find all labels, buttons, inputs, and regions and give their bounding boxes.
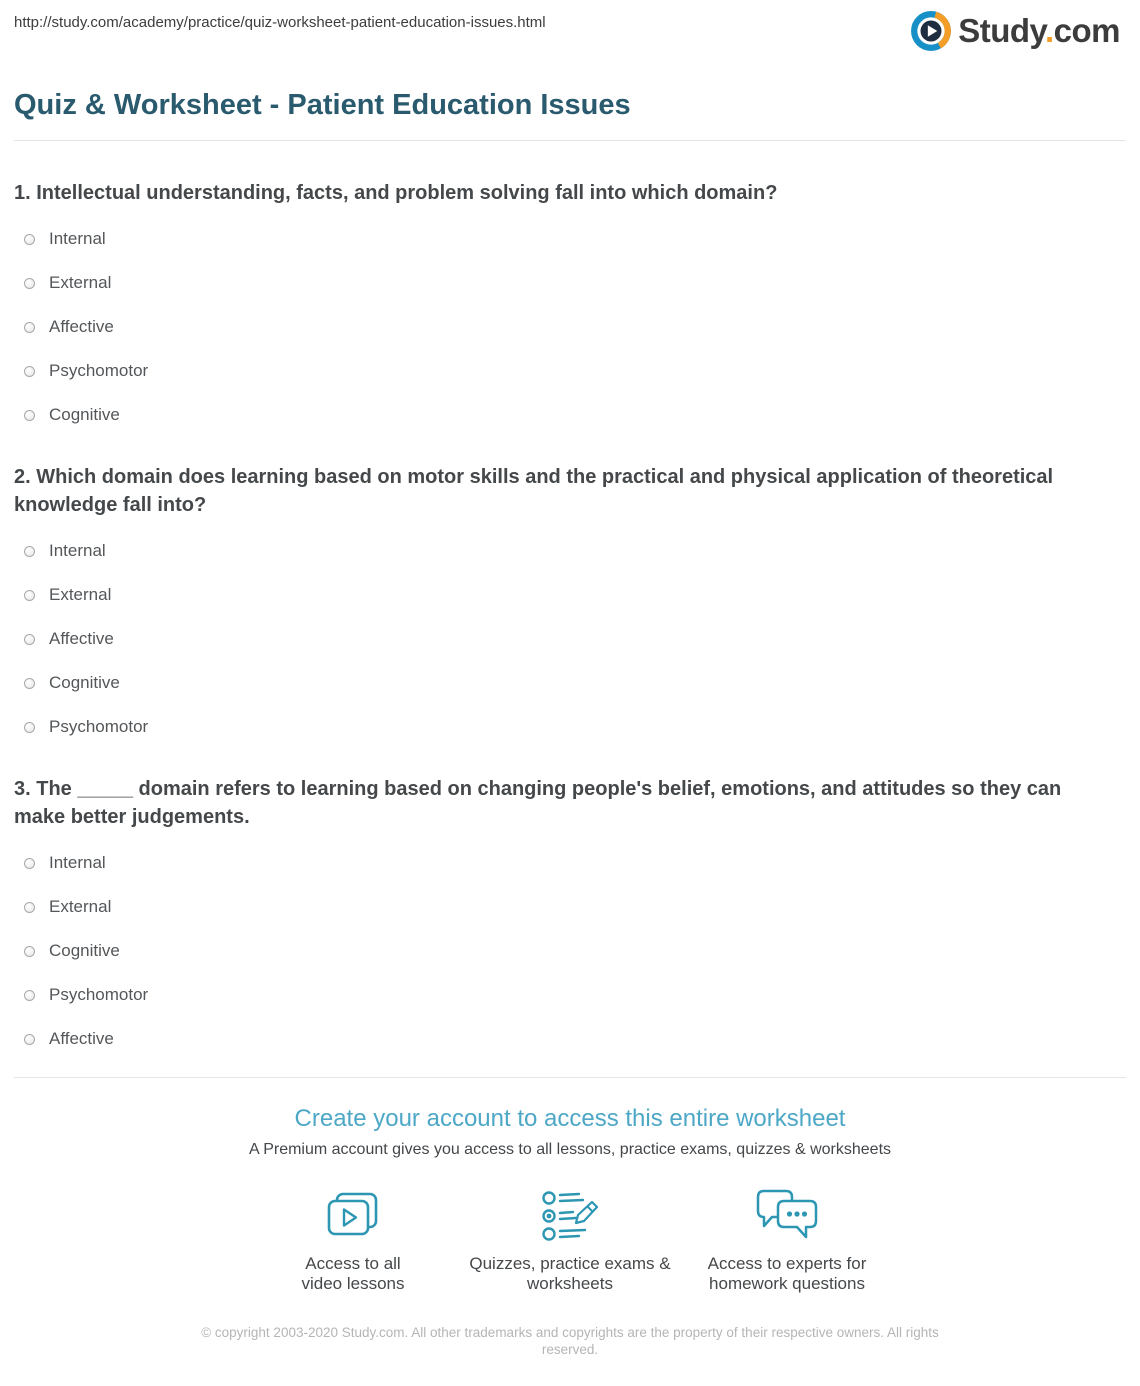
signup-divider xyxy=(14,1077,1126,1078)
feature-quizzes-worksheets xyxy=(462,1188,679,1294)
question-1 xyxy=(14,179,1126,425)
option-row[interactable] xyxy=(14,853,1126,873)
studycom-logo-icon xyxy=(910,10,952,52)
option-row[interactable] xyxy=(14,941,1126,961)
option-row[interactable] xyxy=(14,673,1126,693)
option-label[interactable]: External xyxy=(49,897,112,916)
option-row[interactable] xyxy=(14,361,1126,381)
feature-label: Quizzes, practice exams & worksheets xyxy=(469,1254,671,1293)
radio-button[interactable] xyxy=(24,902,35,913)
radio-button[interactable] xyxy=(24,410,35,421)
question-2-options xyxy=(14,541,1126,737)
option-label[interactable]: Psychomotor xyxy=(49,985,149,1004)
option-label[interactable]: Internal xyxy=(49,541,106,560)
question-3-options xyxy=(14,853,1126,1049)
radio-button[interactable] xyxy=(24,234,35,245)
option-label[interactable]: Internal xyxy=(49,853,106,872)
option-row[interactable] xyxy=(14,405,1126,425)
radio-button[interactable] xyxy=(24,366,35,377)
radio-button[interactable] xyxy=(24,278,35,289)
header xyxy=(14,0,1126,52)
feature-video-lessons xyxy=(245,1188,462,1294)
option-label[interactable]: Internal xyxy=(49,229,106,248)
studycom-logo[interactable] xyxy=(910,10,1126,52)
radio-button[interactable] xyxy=(24,990,35,1001)
radio-button[interactable] xyxy=(24,322,35,333)
radio-button[interactable] xyxy=(24,546,35,557)
option-row[interactable] xyxy=(14,629,1126,649)
radio-button[interactable] xyxy=(24,858,35,869)
copyright-notice: © copyright 2003-2020 Study.com. All other trademarks and copyrights are the property of their respective owners. All rights reserved. xyxy=(201,1325,939,1357)
radio-button[interactable] xyxy=(24,634,35,645)
option-label[interactable]: External xyxy=(49,273,112,292)
option-row[interactable] xyxy=(14,273,1126,293)
premium-subheading: A Premium account gives you access to all lessons, practice exams, quizzes & worksheets xyxy=(248,1141,892,1158)
page-url: http://study.com/academy/practice/quiz-worksheet-patient-education-issues.html xyxy=(14,14,546,31)
experts-chat-icon xyxy=(756,1188,818,1244)
title-divider xyxy=(14,140,1126,141)
feature-label: Access to experts for homework questions xyxy=(707,1254,867,1293)
option-row[interactable] xyxy=(14,541,1126,561)
radio-button[interactable] xyxy=(24,946,35,957)
option-label[interactable]: Affective xyxy=(49,629,114,648)
feature-label: Access to all video lessons xyxy=(301,1254,405,1293)
option-row[interactable] xyxy=(14,897,1126,917)
option-row[interactable] xyxy=(14,317,1126,337)
question-1-options xyxy=(14,229,1126,425)
option-label[interactable]: Cognitive xyxy=(49,941,120,960)
option-label[interactable]: Affective xyxy=(49,1029,114,1048)
question-2 xyxy=(14,463,1126,737)
question-2-text: 2. Which domain does learning based on motor skills and the practical and physical application of theoretical knowledge fall into? xyxy=(14,466,1054,516)
option-label[interactable]: Cognitive xyxy=(49,673,120,692)
option-row[interactable] xyxy=(14,717,1126,737)
option-row[interactable] xyxy=(14,985,1126,1005)
radio-button[interactable] xyxy=(24,722,35,733)
option-row[interactable] xyxy=(14,229,1126,249)
option-row[interactable] xyxy=(14,585,1126,605)
option-label[interactable]: External xyxy=(49,585,112,604)
studycom-logo-text: Study.com xyxy=(958,12,1120,49)
radio-button[interactable] xyxy=(24,678,35,689)
option-label[interactable]: Affective xyxy=(49,317,114,336)
feature-list xyxy=(14,1188,1126,1294)
video-lessons-icon xyxy=(326,1188,380,1244)
question-3-text: 3. The _____ domain refers to learning based on changing people's belief, emotions, and attitudes so they can make better judgements. xyxy=(14,778,1062,828)
page-title: Quiz & Worksheet - Patient Education Issues xyxy=(14,89,631,121)
option-label[interactable]: Psychomotor xyxy=(49,717,149,736)
feature-experts-chat xyxy=(679,1188,896,1294)
radio-button[interactable] xyxy=(24,590,35,601)
radio-button[interactable] xyxy=(24,1034,35,1045)
option-label[interactable]: Cognitive xyxy=(49,405,120,424)
option-label[interactable]: Psychomotor xyxy=(49,361,149,380)
question-3 xyxy=(14,775,1126,1049)
question-1-text: 1. Intellectual understanding, facts, and problem solving fall into which domain? xyxy=(14,182,778,204)
create-account-link[interactable]: Create your account to access this entire worksheet xyxy=(294,1105,846,1132)
option-row[interactable] xyxy=(14,1029,1126,1049)
quizzes-worksheets-icon xyxy=(540,1188,600,1244)
